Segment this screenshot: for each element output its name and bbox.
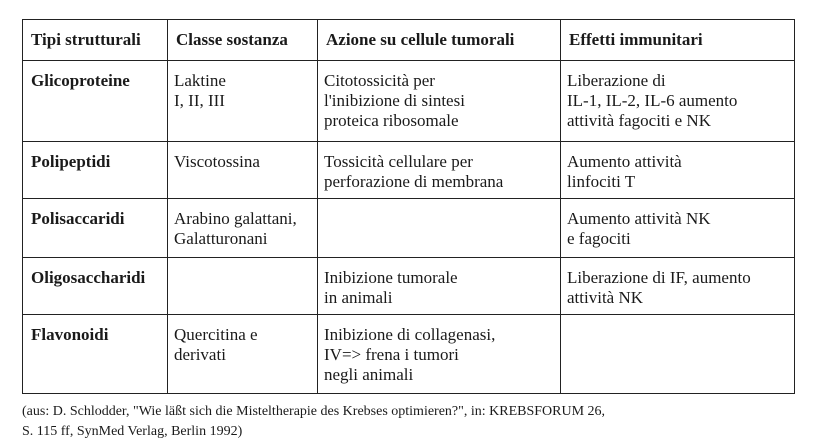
cell-azione bbox=[318, 258, 561, 315]
cell-line: linfociti T bbox=[567, 172, 636, 191]
source-line-2: S. 115 ff, SynMed Verlag, Berlin 1992) bbox=[22, 424, 243, 439]
table-row bbox=[23, 258, 795, 315]
table-header-row bbox=[23, 20, 795, 61]
cell-type: Flavonoidi bbox=[23, 315, 168, 394]
cell-type: Oligosaccharidi bbox=[23, 258, 168, 315]
cell-line: l'inibizione di sintesi bbox=[324, 91, 465, 110]
cell-line: attività NK bbox=[567, 288, 644, 307]
cell-line: derivati bbox=[174, 345, 226, 364]
cell-line: Inibizione di collagenasi, bbox=[324, 325, 496, 344]
cell-line: perforazione di membrana bbox=[324, 172, 504, 191]
cell-classe-empty bbox=[168, 258, 318, 315]
cell-azione-empty bbox=[318, 199, 561, 258]
cell-line: Quercitina e bbox=[174, 325, 258, 344]
header-tipi-strutturali: Tipi strutturali bbox=[23, 20, 168, 61]
cell-type: Polipeptidi bbox=[23, 142, 168, 199]
cell-effetti bbox=[561, 142, 795, 199]
cell-classe bbox=[168, 315, 318, 394]
header-azione: Azione su cellule tumorali bbox=[318, 20, 561, 61]
data-table-container bbox=[22, 19, 794, 394]
cell-line: proteica ribosomale bbox=[324, 111, 459, 130]
cell-line: in animali bbox=[324, 288, 393, 307]
cell-line: IV=> frena i tumori bbox=[324, 345, 459, 364]
cell-effetti bbox=[561, 61, 795, 142]
cell-azione bbox=[318, 315, 561, 394]
cell-line: Citotossicità per bbox=[324, 71, 435, 90]
cell-line: e fagociti bbox=[567, 229, 631, 248]
structural-types-table bbox=[22, 19, 795, 394]
cell-line: IL-1, IL-2, IL-6 aumento bbox=[567, 91, 738, 110]
cell-effetti bbox=[561, 199, 795, 258]
cell-line: Galatturonani bbox=[174, 229, 268, 248]
source-citation bbox=[22, 402, 802, 442]
header-classe-sostanza: Classe sostanza bbox=[168, 20, 318, 61]
cell-azione bbox=[318, 142, 561, 199]
cell-line: Liberazione di bbox=[567, 71, 666, 90]
cell-line: Viscotossina bbox=[174, 152, 260, 171]
cell-line: negli animali bbox=[324, 365, 414, 384]
table-row bbox=[23, 142, 795, 199]
cell-type: Glicoproteine bbox=[23, 61, 168, 142]
cell-classe bbox=[168, 199, 318, 258]
cell-effetti bbox=[561, 258, 795, 315]
cell-line: Aumento attività NK bbox=[567, 209, 711, 228]
source-line-1: (aus: D. Schlodder, "Wie läßt sich die Misteltherapie des Krebses optimieren?", in: KREBSFORUM 26, bbox=[22, 404, 606, 419]
cell-azione bbox=[318, 61, 561, 142]
cell-type: Polisaccaridi bbox=[23, 199, 168, 258]
table-row bbox=[23, 315, 795, 394]
cell-line: Tossicità cellulare per bbox=[324, 152, 473, 171]
header-effetti-immunitari: Effetti immunitari bbox=[561, 20, 795, 61]
cell-line: I, II, III bbox=[174, 91, 225, 110]
table-row bbox=[23, 199, 795, 258]
cell-line: Inibizione tumorale bbox=[324, 268, 458, 287]
cell-classe bbox=[168, 61, 318, 142]
cell-effetti-empty bbox=[561, 315, 795, 394]
table-row bbox=[23, 61, 795, 142]
cell-line: Liberazione di IF, aumento bbox=[567, 268, 751, 287]
cell-line: Arabino galattani, bbox=[174, 209, 297, 228]
cell-classe bbox=[168, 142, 318, 199]
cell-line: Laktine bbox=[174, 71, 226, 90]
cell-line: attività fagociti e NK bbox=[567, 111, 711, 130]
cell-line: Aumento attività bbox=[567, 152, 682, 171]
